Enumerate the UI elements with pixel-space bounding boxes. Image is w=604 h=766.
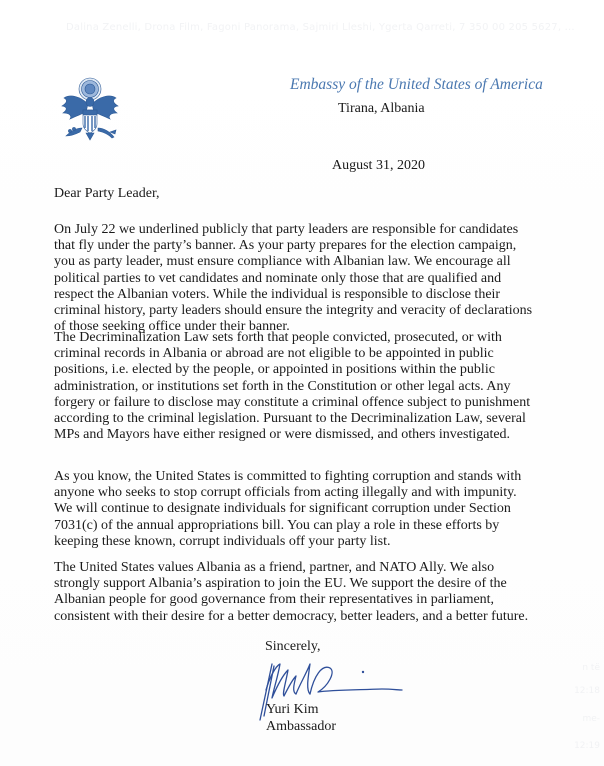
- closing: Sincerely,: [265, 639, 321, 654]
- paragraph-line: you as party leader, must ensure compliance with Albanian law. We encourage all: [54, 254, 511, 270]
- embassy-location: Tirana, Albania: [338, 101, 425, 116]
- paragraph-line: The Decriminalization Law sets forth that people convicted, prosecuted, or with: [54, 330, 502, 345]
- paragraph-line: according to the criminal legislation. Pursuant to the Decriminalization Law, several: [54, 411, 526, 427]
- paragraph-line: anyone who seeks to stop corrupt officials from acting illegally and with impunity.: [54, 485, 517, 501]
- faded-overlay-timestamp: 12:18: [574, 686, 600, 696]
- paragraph-line: 7031(c) of the annual appropriations bill. You can play a role in these efforts by: [54, 517, 500, 533]
- body-paragraph: [54, 560, 574, 625]
- paragraph-line: We will continue to designate individuals for significant corruption under Section: [54, 501, 511, 517]
- body-paragraph: [54, 469, 574, 550]
- paragraph-line: criminal history, party leaders should ensure the integrity and veracity of declarations: [54, 303, 533, 319]
- paragraph-line: The United States values Albania as a friend, partner, and NATO Ally. We also: [54, 560, 495, 575]
- paragraph-line: keeping these known, corrupt individuals off your party list.: [54, 533, 391, 549]
- faded-overlay-text: Dalina Zenelli, Drona Film, Fagoni Panorama, Sajmiri Lleshi, Ygerta Qarreti, 7 350 00 205 5627, ...: [66, 22, 575, 33]
- paragraph-line: Albanian people for good governance from their representatives in parliament,: [54, 592, 495, 608]
- paragraph-line: As you know, the United States is committed to fighting corruption and stands with: [54, 469, 522, 484]
- paragraph-line: political parties to vet candidates and nominate only those that are qualified and: [54, 270, 502, 286]
- paragraph-line: that fly under the party’s banner. As your party prepares for the election campaign,: [54, 238, 517, 254]
- embassy-name: Embassy of the United States of America: [290, 76, 543, 93]
- paragraph-line: MPs and Mayors have either resigned or were dismissed, and others investigated.: [54, 427, 511, 443]
- body-paragraph: [54, 222, 574, 335]
- paragraph-line: administration, or institutions set forth in the Constitution or other legal acts. Any: [54, 378, 511, 394]
- body-paragraph: [54, 330, 574, 443]
- signer-title: Ambassador: [266, 719, 336, 734]
- salutation: Dear Party Leader,: [54, 186, 160, 201]
- paragraph-line: respect the Albanian voters. While the individual is responsible to disclose their: [54, 286, 501, 302]
- faded-overlay-timestamp: 12:19: [574, 741, 600, 751]
- signer-name: Yuri Kim: [266, 702, 319, 717]
- paragraph-line: criminal records in Albania or abroad are not eligible to be appointed in public: [54, 346, 494, 362]
- paragraph-line: forgery or failure to disclose may constitute a criminal offence subject to punishment: [54, 394, 531, 410]
- paragraph-line: consistent with their desire for a better democracy, better leaders, and a better future.: [54, 608, 529, 624]
- us-great-seal-icon: [58, 76, 122, 142]
- faded-overlay-snippet: me-: [582, 714, 600, 724]
- paragraph-line: On July 22 we underlined publicly that party leaders are responsible for candidates: [54, 222, 519, 237]
- paragraph-line: strongly support Albania’s aspiration to join the EU. We support the desire of the: [54, 576, 507, 592]
- letter-date: August 31, 2020: [332, 158, 425, 173]
- paragraph-line: positions, i.e. elected by the people, or appointed in positions within the public: [54, 362, 495, 378]
- faded-overlay-snippet: n të: [582, 663, 600, 673]
- paragraph-line: of those seeking office under their banner.: [54, 319, 290, 335]
